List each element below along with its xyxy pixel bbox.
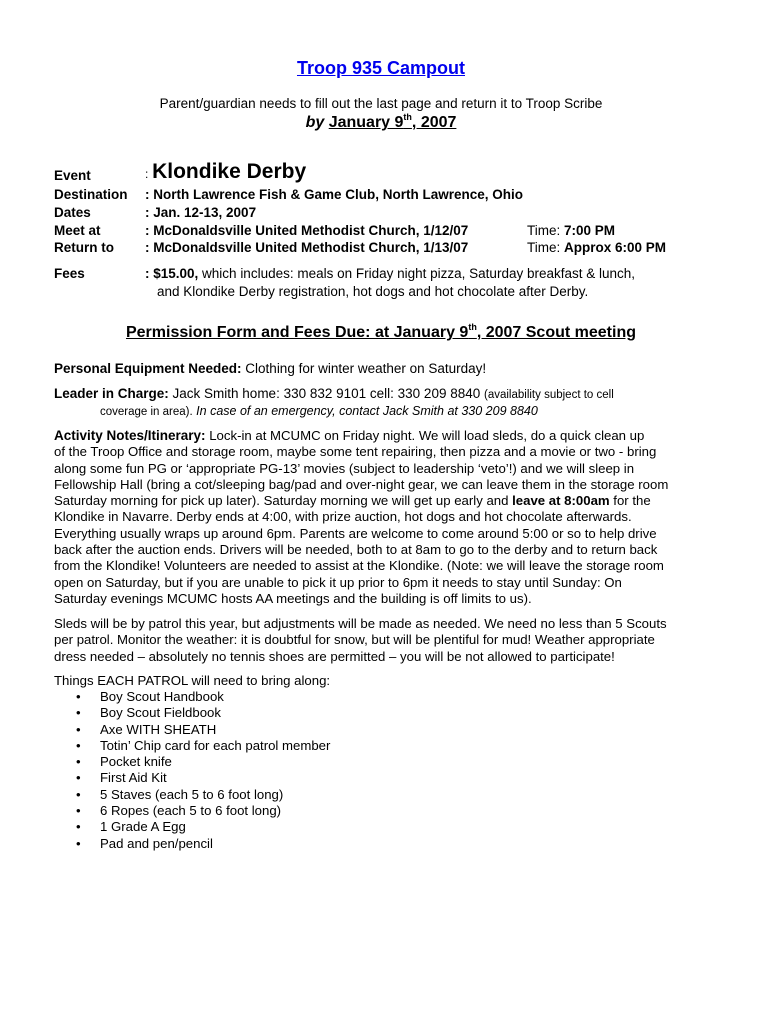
list-item-text: Pad and pen/pencil	[100, 835, 213, 851]
equipment-label: Personal Equipment Needed:	[54, 361, 242, 376]
list-item	[54, 722, 330, 738]
return-time	[527, 240, 666, 255]
list-item	[54, 738, 330, 754]
bullet-icon: •	[76, 737, 81, 753]
list-item-text: 6 Ropes (each 5 to 6 foot long)	[100, 803, 282, 819]
fees-line-2: and Klondike Derby registration, hot dogs and hot chocolate after Derby.	[157, 284, 589, 299]
activity-line: from the Klondike! Volunteers are needed to assist at the Klondike. (Note: we will leave the storage room	[54, 558, 664, 574]
equipment-checklist	[54, 689, 330, 852]
fees-label: Fees	[54, 266, 85, 281]
bullet-icon: •	[76, 819, 81, 835]
bullet-icon: •	[76, 721, 81, 737]
emergency-contact: In case of an emergency, contact Jack Smith at 330 209 8840	[192, 404, 538, 418]
fees-description: which includes: meals on Friday night pizza, Saturday breakfast & lunch,	[198, 266, 636, 281]
dates-label: Dates	[54, 205, 91, 220]
activity-line	[54, 493, 714, 509]
return-instruction: Parent/guardian needs to fill out the last page and return it to Troop Scribe	[159, 96, 603, 111]
leader-line-2	[100, 403, 538, 418]
bullet-icon: •	[76, 754, 81, 770]
due-date-byline	[0, 114, 762, 132]
bullet-icon: •	[76, 803, 81, 819]
list-item	[54, 770, 330, 786]
permission-heading-year: , 2007 Scout meeting	[476, 324, 636, 341]
activity-line: Fellowship Hall (bring a cot/sleeping bag/pad and over-night gear, we can leave them in the storage room	[54, 476, 669, 492]
byline-date	[329, 114, 457, 131]
activity-line: Klondike in Navarre. Derby ends at 4:00, with prize auction, hot dogs and hot chocolate afterwards.	[54, 509, 632, 525]
bullet-icon: •	[76, 689, 81, 704]
event-label: Event	[54, 168, 91, 183]
things-intro: Things EACH PATROL will need to bring along:	[54, 673, 331, 688]
leader-label: Leader in Charge:	[54, 386, 169, 401]
fees-amount: : $15.00,	[145, 266, 199, 281]
document-title[interactable]: Troop 935 Campout	[296, 58, 466, 78]
list-item-text: 5 Staves (each 5 to 6 foot long)	[100, 786, 284, 802]
meet-time-label: Time:	[527, 223, 561, 238]
return-label: Return to	[54, 240, 114, 255]
byline-date-year: , 2007	[411, 114, 457, 131]
meet-time	[527, 223, 615, 238]
activity-line: along some fun PG or ‘appropriate PG-13’ movies (subject to leadership ‘veto’!) and we will sleep in	[54, 460, 635, 476]
meet-label: Meet at	[54, 223, 101, 238]
permission-heading	[0, 324, 762, 342]
permission-heading-main: Permission Form and Fees Due: at January 9	[125, 324, 469, 341]
activity-line: open on Saturday, but if you are unable to pick it up prior to 6pm it needs to stay until Sunday: On	[54, 574, 622, 590]
event-colon: :	[145, 167, 149, 181]
meet-value: : McDonaldsville United Methodist Church, 1/12/07	[145, 223, 469, 238]
return-time-value: Approx 6:00 PM	[564, 240, 667, 255]
leader-note: (availability subject to cell	[484, 389, 614, 401]
fees-line-1	[145, 266, 635, 281]
event-name: Klondike Derby	[152, 160, 307, 183]
activity-label: Activity Notes/Itinerary:	[54, 428, 206, 443]
list-item	[54, 689, 330, 705]
activity-text: for the	[609, 493, 651, 509]
destination-value: : North Lawrence Fish & Game Club, North Lawrence, Ohio	[145, 187, 524, 202]
activity-line: Everything usually wraps up around 6pm. Parents are welcome to come around 5:00 or so to help drive	[54, 525, 657, 541]
list-item-text: Pocket knife	[100, 754, 172, 770]
list-item	[54, 787, 330, 803]
sleds-line: per patrol. Monitor the weather: it is doubtful for snow, but will be plentiful for mud! Weather appropriate	[54, 632, 655, 648]
list-item-text: First Aid Kit	[100, 770, 167, 786]
list-item	[54, 754, 330, 770]
bullet-icon: •	[76, 835, 81, 851]
sleds-line: Sleds will be by patrol this year, but adjustments will be made as needed. We need no less than 5 Scouts	[54, 616, 667, 631]
meet-time-value: 7:00 PM	[564, 223, 616, 238]
bullet-icon: •	[76, 770, 81, 786]
equipment-text: Clothing for winter weather on Saturday!	[241, 361, 487, 376]
byline-prefix: by	[305, 114, 325, 131]
activity-line: back after the auction ends. Drivers will be needed, both to at 8am to go to the derby and to return back	[54, 542, 658, 558]
byline-date-main: January 9	[328, 114, 404, 131]
return-time-label: Time:	[527, 240, 561, 255]
destination-label: Destination	[54, 187, 128, 202]
departure-time: leave at 8:00am	[512, 493, 610, 509]
list-item-text: Boy Scout Fieldbook	[100, 705, 221, 721]
list-item	[54, 819, 330, 835]
activity-line	[54, 428, 714, 444]
byline-date-sup: th	[403, 112, 412, 122]
equipment-line	[54, 361, 486, 376]
leader-line	[54, 386, 614, 401]
list-item	[54, 705, 330, 721]
list-item-text: 1 Grade A Egg	[100, 819, 186, 835]
activity-text: Lock-in at MCUMC on Friday night. We will load sleds, do a quick clean up	[205, 428, 645, 443]
activity-notes	[54, 428, 714, 607]
list-item-text: Boy Scout Handbook	[100, 689, 224, 704]
list-item-text: Axe WITH SHEATH	[100, 721, 217, 737]
leader-note-cont: coverage in area).	[100, 406, 193, 418]
event-value	[145, 160, 306, 184]
sleds-notes	[54, 616, 714, 665]
activity-line: of the Troop Office and storage room, maybe some tent repairing, then pizza and a movie or two - bring	[54, 444, 657, 460]
bullet-icon: •	[76, 786, 81, 802]
activity-text: Saturday morning for pick up later). Saturday morning we will get up early and	[54, 493, 513, 509]
dates-value: : Jan. 12-13, 2007	[145, 205, 257, 220]
list-item	[54, 836, 330, 852]
list-item	[54, 803, 330, 819]
list-item-text: Totin’ Chip card for each patrol member	[100, 737, 331, 753]
bullet-icon: •	[76, 705, 81, 721]
leader-contact: Jack Smith home: 330 832 9101 cell: 330 209 8840	[168, 386, 484, 401]
permission-heading-sup: th	[468, 322, 477, 332]
return-value: : McDonaldsville United Methodist Church, 1/13/07	[145, 240, 469, 255]
sleds-line: dress needed – absolutely no tennis shoes are permitted – you will be not allowed to participate!	[54, 648, 615, 664]
activity-line: Saturday evenings MCUMC hosts AA meetings and the building is off limits to us).	[54, 590, 532, 606]
